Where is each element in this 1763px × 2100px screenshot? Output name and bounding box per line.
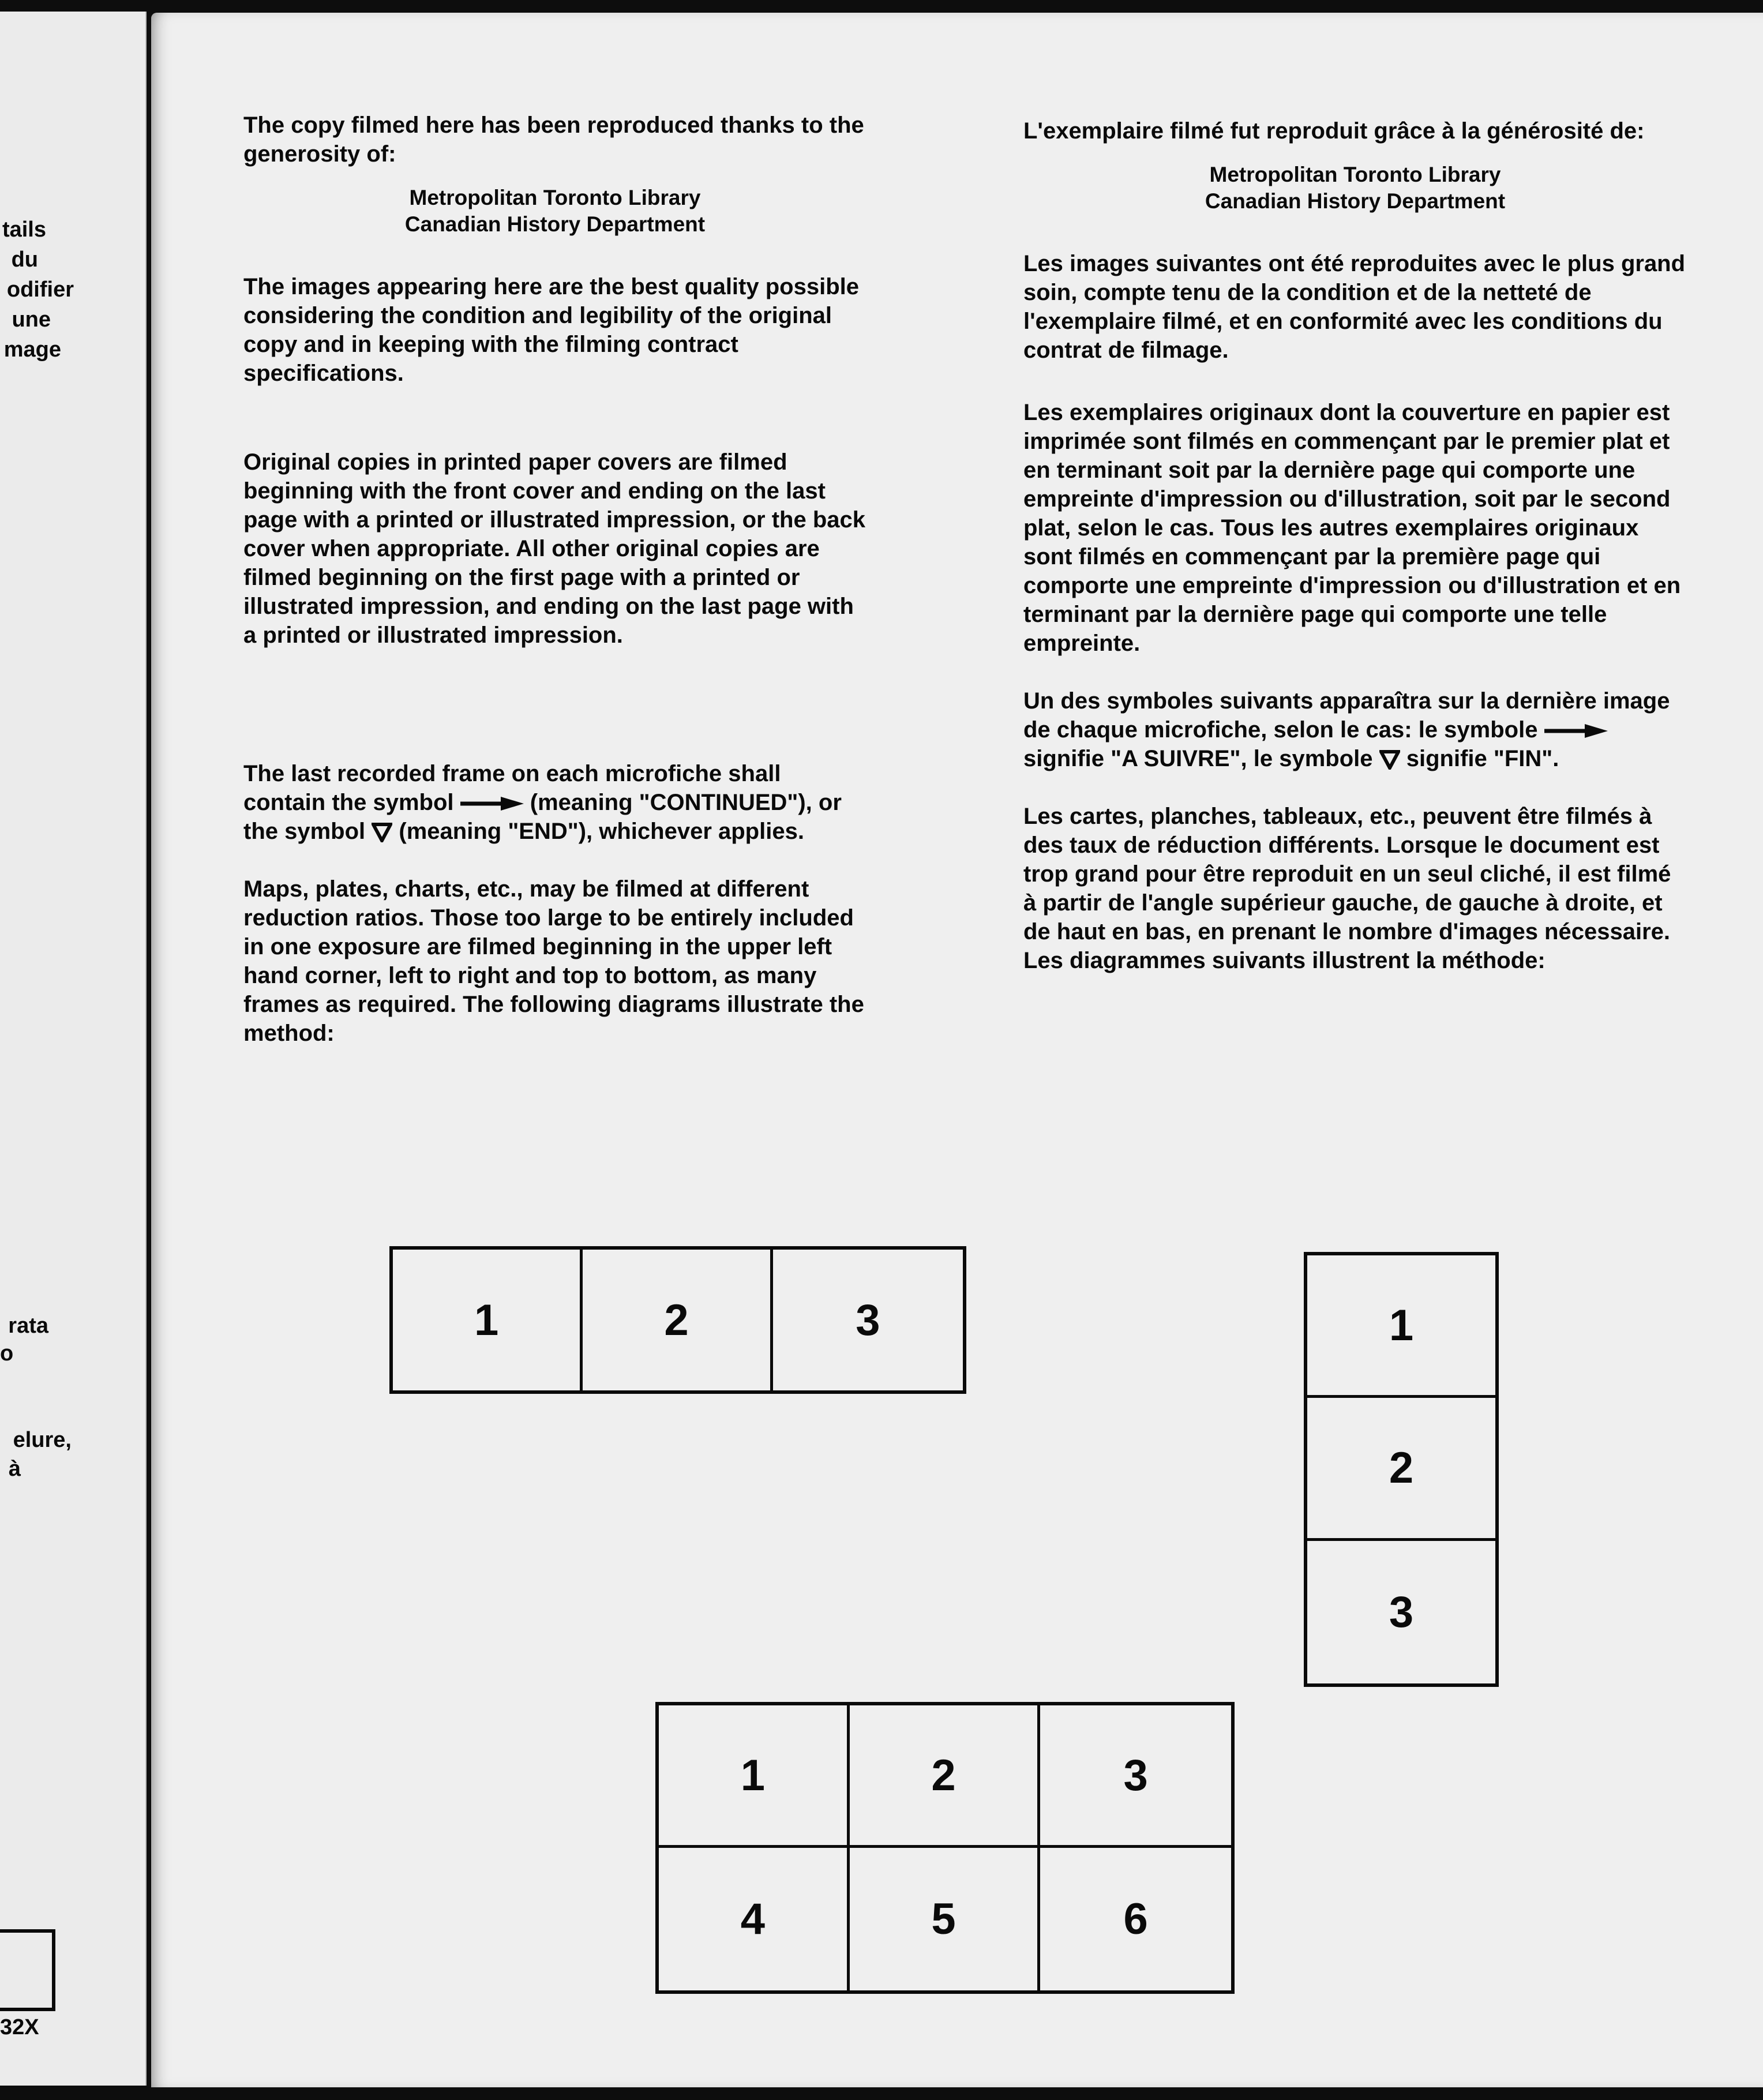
english-original-paragraph: Original copies in printed paper covers are filmed beginning with the front cover and ending on the last page with a printed or illustrated impression, or the back cover when appropriate. All other original copies are filmed beginning on the first page with a printed or illustrated impression, and ending on the last page with a printed or illustrated impression. bbox=[243, 449, 865, 648]
french-department: Canadian History Department bbox=[1205, 189, 1506, 213]
french-maps-paragraph: Les cartes, planches, tableaux, etc., peuvent être filmés à des taux de réduction différents. Lorsque le document est trop grand pour être reproduit en un seul cliché, il est filmé à partir de l'angle supérieur gauche, de gauche à droite, et de haut en bas, en prenant le nombre d'images nécessaire. Les diagrammes suivants illustrent la méthode: bbox=[1023, 804, 1671, 973]
french-column bbox=[1023, 117, 1687, 975]
frame-cell: 2 bbox=[583, 1250, 772, 1390]
end-triangle-icon bbox=[1379, 750, 1400, 770]
french-quality-paragraph: Les images suivantes ont été reproduites avec le plus grand soin, compte tenu de la condition et de la netteté de l'exemplaire filmé, et en conformité avec les conditions du contrat de filmage. bbox=[1023, 251, 1686, 363]
english-symbol-text-2: (meaning "CONTINUED"), or the symbol bbox=[243, 790, 842, 844]
english-symbol-text-3: (meaning "END"), whichever applies. bbox=[399, 819, 804, 844]
left-fragment-o: o bbox=[0, 1341, 14, 1366]
english-intro: The copy filmed here has been reproduced thanks to the generosity of: bbox=[243, 112, 864, 167]
frame-cell: 6 bbox=[1123, 1895, 1148, 1944]
horizontal-frames-diagram bbox=[389, 1246, 966, 1394]
left-fragment-mage: mage bbox=[3, 337, 61, 362]
frame-cell: 5 bbox=[850, 1848, 1041, 1990]
english-symbol-paragraph bbox=[243, 759, 867, 846]
french-symbol-text-1: Un des symboles suivants apparaîtra sur la dernière image de chaque microfiche, selon le cas: le symbole bbox=[1023, 688, 1670, 742]
english-library: Metropolitan Toronto Library bbox=[409, 186, 701, 209]
continued-arrow-icon bbox=[460, 797, 524, 811]
french-symbol-text-2: signifie "A SUIVRE", le symbole bbox=[1023, 746, 1373, 771]
left-fragment-elure: elure, bbox=[13, 1428, 72, 1452]
frame-cell: 3 bbox=[1040, 1705, 1231, 1848]
left-fragment-une: une bbox=[12, 308, 51, 332]
continued-arrow-icon bbox=[1544, 724, 1608, 738]
english-symbol-text-1: The last recorded frame on each microfiche shall contain the symbol bbox=[243, 761, 781, 815]
french-original-paragraph: Les exemplaires originaux dont la couverture en papier est imprimée sont filmés en commençant par le premier plat et en terminant soit par la dernière page qui comporte une empreinte d'impression ou d'illustration, soit par le second plat, selon le cas. Tous les autres exemplaires originaux sont filmés en commençant par la première page qui comporte une empreinte d'impression ou d'illustration et en terminant par la dernière page qui comporte une telle empreinte. bbox=[1023, 400, 1681, 656]
frame-cell: 4 bbox=[659, 1848, 850, 1990]
end-triangle-icon bbox=[372, 823, 392, 842]
vertical-frames-diagram bbox=[1304, 1252, 1499, 1687]
french-library: Metropolitan Toronto Library bbox=[1209, 163, 1501, 186]
french-symbol-text-3: signifie "FIN". bbox=[1406, 746, 1559, 771]
frame-cell: 3 bbox=[856, 1295, 880, 1345]
frame-cell: 2 bbox=[850, 1705, 1041, 1848]
left-fragment-odifier: odifier bbox=[6, 278, 74, 302]
left-fragment-rata: rata bbox=[8, 1314, 48, 1338]
frame-cell: 2 bbox=[1307, 1398, 1495, 1540]
adjacent-page bbox=[0, 12, 147, 2086]
frame-cell: 1 bbox=[659, 1705, 850, 1848]
left-fragment-du: du bbox=[11, 247, 38, 272]
frame-cell: 1 bbox=[1307, 1255, 1495, 1398]
frame-cell: 3 bbox=[1389, 1587, 1414, 1637]
reduction-label: 32X bbox=[0, 2015, 39, 2039]
english-department: Canadian History Department bbox=[404, 212, 706, 236]
french-library-block bbox=[1023, 162, 1687, 215]
french-symbol-paragraph bbox=[1023, 687, 1687, 773]
left-fragment-a: à bbox=[8, 1457, 21, 1481]
english-library-block bbox=[243, 185, 867, 238]
main-page bbox=[151, 13, 1763, 2087]
target-box bbox=[0, 1929, 55, 2011]
frame-cell: 1 bbox=[393, 1250, 583, 1390]
english-column bbox=[243, 111, 867, 1048]
english-quality-paragraph: The images appearing here are the best quality possible considering the condition and legibility of the original copy and in keeping with the filming contract specifications. bbox=[243, 274, 859, 386]
grid-frames-diagram bbox=[655, 1702, 1235, 1994]
english-maps-paragraph: Maps, plates, charts, etc., may be filmed at different reduction ratios. Those too large to be entirely included in one exposure are filmed beginning in the upper left hand corner, left to right and top to bottom, as many frames as required. The following diagrams illustrate the method: bbox=[243, 876, 864, 1046]
left-fragment-tails: tails bbox=[2, 217, 46, 242]
french-intro: L'exemplaire filmé fut reproduit grâce à la générosité de: bbox=[1023, 118, 1645, 144]
